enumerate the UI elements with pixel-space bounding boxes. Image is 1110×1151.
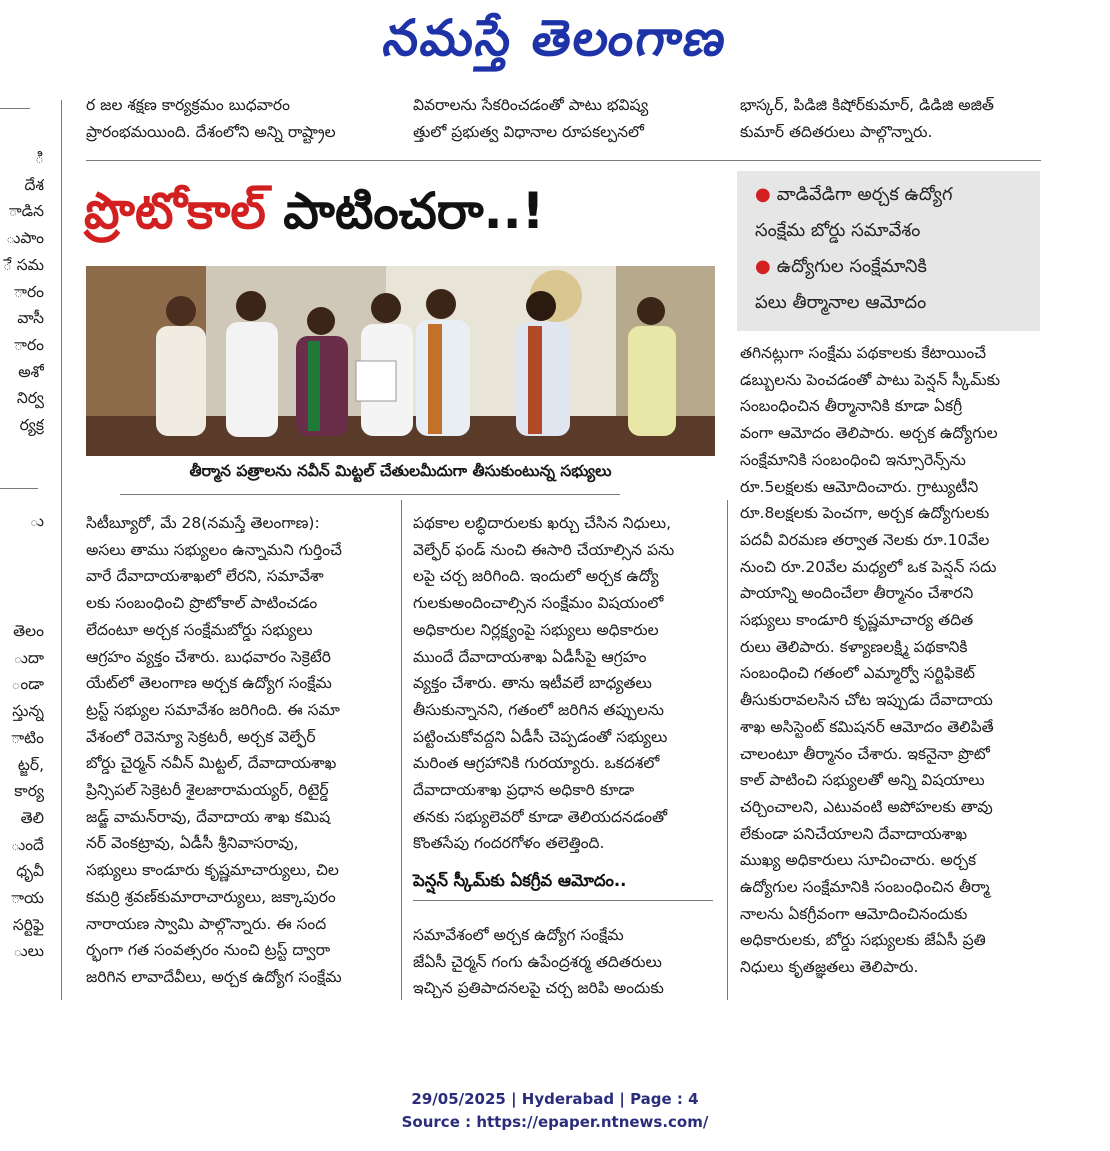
cut-text-line: తెలం bbox=[13, 622, 44, 640]
text-line: రులు తెలిపారు. కళ్యాణలక్ష్మి పథకానికి bbox=[740, 637, 968, 656]
cut-text-line: ుదా bbox=[13, 648, 44, 667]
cut-text-line: ాడిన bbox=[8, 202, 44, 221]
cut-text-line: ుపాం bbox=[6, 229, 44, 248]
cut-text-line: ారం bbox=[13, 335, 44, 354]
text-line: కొంతసేపు గందరగోళం తలెత్తింది. bbox=[413, 834, 605, 853]
text-line: ముఖ్య అధికారులు సూచించారు. అర్చక bbox=[740, 851, 977, 870]
text-line: కమర్రి శ్రవణ్‌కుమారాచార్యులు, జక్కాపురం bbox=[86, 887, 336, 906]
cut-text-line: ట్జర్, bbox=[17, 755, 44, 774]
text-line: కుమార్ తదితరులు పాల్గొన్నారు. bbox=[740, 122, 933, 141]
headline-red-part: ప్రొటోకాల్ bbox=[84, 182, 266, 240]
newspaper-title: నమస్తే తెలంగాణ bbox=[379, 8, 732, 67]
text-line: జడ్జ్ వామన్‌రావు, దేవాదాయ శాఖ కమిష bbox=[86, 807, 331, 826]
text-line: పథకాల లబ్ధిదారులకు ఖర్చు చేసిన నిధులు, bbox=[413, 514, 672, 532]
headline-black-part: పాటించరా..! bbox=[265, 182, 545, 240]
cut-text-line: వాసీ bbox=[17, 309, 44, 328]
text-line: నర్ వెంకట్రావు, ఏడీసీ శ్రీనివాసరావు, bbox=[86, 834, 299, 853]
text-line: అసలు తాము సభ్యులం ఉన్నామని గుర్తించే bbox=[86, 540, 342, 559]
cut-text-line: ాయ bbox=[11, 889, 44, 908]
text-line: తీసుకురావలసిన చోట ఇప్పుడు దేవాదాయ bbox=[740, 691, 993, 710]
text-line: తీసుకున్నానని, గతంలో జరిగిన తప్పులను bbox=[413, 700, 664, 719]
text-line: దేవాదాయశాఖ ప్రధాన అధికారి కూడా bbox=[413, 781, 635, 800]
highlights-box bbox=[737, 171, 1040, 331]
article-column-3 bbox=[740, 340, 1040, 981]
text-line: మరింత ఆగ్రహానికి గురయ్యారు. ఒకదశలో bbox=[413, 754, 660, 773]
text-line: గులకుఅందించాల్సిన సంక్షేమం విషయంలో bbox=[413, 594, 664, 613]
highlight-item-cont: సంక్షేమ బోర్డు సమావేశం bbox=[755, 220, 921, 241]
left-cut-rule bbox=[0, 488, 38, 489]
text-line: తనకు సభ్యులెవరో కూడా తెలియదనడంతో bbox=[413, 807, 668, 826]
text-line: జరిగిన లావాదేవీలు, అర్చక ఉద్యోగ సంక్షేమ bbox=[86, 967, 342, 986]
text-line: అధికారులకు, బోర్డు సభ్యులకు జేఏసీ ప్రతి bbox=[740, 931, 986, 950]
text-line: త్తులో ప్రభుత్వ విధానాల రూపకల్పనలో bbox=[413, 122, 644, 141]
bullet-icon: ● bbox=[755, 184, 771, 205]
cut-text-line: స్తున్న bbox=[12, 702, 44, 721]
text-line: కాల్ పాటించి సభ్యులతో అన్ని విషయాలు bbox=[740, 771, 985, 790]
cut-text-line: ారం bbox=[13, 282, 44, 301]
cut-text-line: తెలి bbox=[20, 808, 44, 827]
text-line: బోర్డు చైర్మన్ నవీన్ మిట్టల్, దేవాదాయశాఖ bbox=[86, 754, 337, 773]
text-line: ముందే దేవాదాయశాఖ ఏడీసీపై ఆగ్రహం bbox=[413, 647, 647, 666]
text-line: వ్యక్తం చేశారు. తాను ఇటీవలే బాధ్యతలు bbox=[413, 674, 652, 693]
footer-date-line: 29/05/2025 | Hyderabad | Page : 4 bbox=[411, 1090, 699, 1108]
text-line: ట్రస్ట్ సభ్యుల సమావేశం జరిగింది. ఈ సమా bbox=[86, 700, 340, 719]
cut-text-line: ాటిం bbox=[11, 728, 44, 747]
text-line: లపై చర్చ జరిగింది. ఇందులో అర్చక ఉద్యో bbox=[413, 567, 659, 586]
text-line: నారాయణ స్వామి పాల్గొన్నారు. ఈ సంద bbox=[86, 914, 327, 933]
text-line: పాయాన్ని అందించేలా తీర్మానం చేశారని bbox=[740, 584, 974, 603]
photo-caption: తీర్మాన పత్రాలను నవీన్ మిట్టల్ చేతులమీదుగా తీసుకుంటున్న సభ్యులు bbox=[189, 462, 612, 480]
text-line: ఆగ్రహం వ్యక్తం చేశారు. బుధవారం సెక్రెటేరి bbox=[86, 647, 331, 666]
column-rule-1 bbox=[401, 500, 402, 1000]
text-line: ప్రిన్సిపల్ సెక్రెటరీ శైలజారామయ్యర్, రిటైర్డ్ bbox=[86, 781, 329, 800]
text-line: ఇచ్చిన ప్రతిపాదనలపై చర్చ జరిపి అందుకు bbox=[413, 979, 664, 998]
text-line: డబ్బులను పెంచడంతో పాటు పెన్షన్ స్కీమ్‌కు bbox=[740, 370, 1001, 389]
cut-text-line: కార్య bbox=[14, 782, 44, 801]
text-line: రూ.8లక్షలకు పెంచగా, అర్చక ఉద్యోగులకు bbox=[740, 504, 990, 523]
left-column-rule bbox=[61, 100, 62, 1000]
text-line: నుంచి రూ.20వేల మధ్యలో ఒక పెన్షన్ సదు bbox=[740, 557, 997, 576]
article-subhead: పెన్షన్ స్కీమ్‌కు ఏకగ్రీవ ఆమోదం.. bbox=[413, 871, 627, 890]
text-line: సంబంధించిన తీర్మానానికి కూడా ఏకగ్రీ bbox=[740, 397, 963, 416]
news-photo bbox=[86, 266, 715, 456]
article-headline bbox=[84, 176, 544, 246]
subhead-rule bbox=[413, 900, 713, 901]
text-line: జేఏసీ చైర్మన్ గంగు ఉపేంద్రశర్మ తదితరులు bbox=[413, 952, 662, 971]
text-line: లకు సంబంధించి ప్రొటోకాల్ పాటించడం bbox=[86, 594, 318, 613]
cut-text-line: సర్టిఫై bbox=[12, 915, 44, 934]
footer-source-line: Source : https://epaper.ntnews.com/ bbox=[401, 1113, 709, 1131]
text-line: సమావేశంలో అర్చక ఉద్యోగ సంక్షేమ bbox=[413, 926, 624, 944]
text-line: పదవీ విరమణ తర్వాత నెలకు రూ.10వేల bbox=[740, 530, 990, 549]
cut-text-line: ర్యక్ర bbox=[19, 416, 44, 435]
text-line: ర జల శక్షణ కార్యక్రమం బుధవారం bbox=[86, 96, 290, 114]
text-line: చర్చించాలని, ఎటువంటి అపోహలకు తావు bbox=[740, 797, 993, 816]
cut-text-line: నిర్వ bbox=[16, 389, 44, 408]
text-line: సిటీబ్యూరో, మే 28(నమస్తే తెలంగాణ): bbox=[86, 514, 320, 532]
highlight-item-cont: పలు తీర్మానాల ఆమోదం bbox=[755, 292, 927, 313]
text-line: లేకుండా పనిచేయాలని దేవాదాయశాఖ bbox=[740, 824, 968, 843]
text-line: సభ్యులు కాండూరి కృష్ణమాచార్య తదిత bbox=[740, 611, 974, 630]
text-line: ర్భంగా గత సంవత్సరం నుంచి ట్రస్ట్ ద్వారా bbox=[86, 941, 331, 960]
highlight-item: ● ఉద్యోగుల సంక్షేమానికి bbox=[755, 256, 927, 277]
cut-text-line: ులు bbox=[13, 942, 44, 961]
text-line: వారే దేవాదాయశాఖలో లేరని, సమావేశా bbox=[86, 567, 324, 586]
group-photo-illustration bbox=[86, 266, 715, 456]
text-line: రూ.5లక్షలకు ఆమోదించారు. గ్రాట్యుటీని bbox=[740, 477, 979, 496]
highlight-item: ● వాడివేడిగా అర్చక ఉద్యోగ bbox=[755, 184, 953, 205]
cut-text-line: ే సమ bbox=[2, 255, 44, 274]
text-line: పట్టించుకోవద్దని ఏడీసీ చెప్పడంతో సభ్యులు bbox=[413, 727, 668, 746]
text-line: ప్రారంభమయింది. దేశంలోని అన్ని రాష్ట్రాల bbox=[86, 122, 336, 141]
article-column-1 bbox=[86, 510, 389, 991]
cut-text-line: ధృవీ bbox=[16, 862, 44, 881]
cut-text-line: ు bbox=[29, 512, 44, 530]
cut-text-line: ి bbox=[35, 149, 44, 167]
cut-text-line: అశో bbox=[18, 362, 44, 381]
left-cut-column-c bbox=[0, 618, 44, 978]
caption-rule bbox=[120, 494, 620, 495]
text-line: వంగా ఆమోదం తెలిపారు. అర్చక ఉద్యోగుల bbox=[740, 424, 998, 443]
text-line: సంబంధించి గతంలో ఎమ్మార్వో సర్టిఫికెట్ bbox=[740, 664, 975, 683]
text-line: శాఖ అసిస్టెంట్ కమిషనర్ ఆమోదం తెలిపితే bbox=[740, 717, 994, 736]
top-strip-col3 bbox=[740, 92, 1040, 145]
text-line: తగినట్లుగా సంక్షేమ పథకాలకు కేటాయించే bbox=[740, 344, 987, 362]
text-line: నిధులు కృతజ్ఞతలు తెలిపారు. bbox=[740, 958, 919, 977]
left-top-rule bbox=[0, 108, 30, 109]
cut-text-line: దేశ bbox=[24, 175, 44, 194]
text-line: భాస్కర్, పిడిజి కిషోర్‌కుమార్, డిడిజి అజిత్ bbox=[740, 96, 994, 114]
text-line: ఉద్యోగుల సంక్షేమానికి సంబంధించిన తీర్మా bbox=[740, 878, 990, 897]
text-line: లేదంటూ అర్చక సంక్షేమబోర్డు సభ్యులు bbox=[86, 620, 313, 639]
text-line: సంక్షేమానికి సంబంధించి ఇన్సూరెన్స్‌ను bbox=[740, 450, 966, 469]
bullet-icon: ● bbox=[755, 256, 771, 277]
top-strip-divider bbox=[86, 160, 1041, 161]
text-line: చాలంటూ తీర్మానం చేశారు. ఇకనైనా ప్రొటో bbox=[740, 744, 990, 763]
top-strip-col1 bbox=[86, 92, 389, 145]
text-line: వివరాలను సేకరించడంతో పాటు భవిష్య bbox=[413, 96, 649, 114]
top-strip-col2 bbox=[413, 92, 716, 145]
masthead bbox=[0, 8, 1110, 78]
text-line: సభ్యులు కాండూరు కృష్ణమాచార్యులు, చిల bbox=[86, 861, 339, 880]
cut-text-line: ండా bbox=[11, 675, 44, 694]
left-cut-column-a bbox=[0, 145, 44, 445]
column-rule-2 bbox=[727, 500, 728, 1000]
text-line: నాలను ఏకగ్రీవంగా ఆమోదించినందుకు bbox=[740, 904, 968, 923]
article-column-2b bbox=[413, 922, 716, 1002]
cut-text-line: ుందే bbox=[10, 835, 44, 854]
text-line: అధికారుల నిర్లక్ష్యంపై సభ్యులు అధికారుల bbox=[413, 620, 659, 639]
text-line: వెల్ఫేర్ ఫండ్ నుంచి ఈసారి చేయాల్సిన పను bbox=[413, 540, 675, 559]
left-cut-column-b bbox=[0, 508, 44, 538]
article-column-2a bbox=[413, 510, 716, 857]
text-line: యేట్‌లో తెలంగాణ అర్చక ఉద్యోగ సంక్షేమ bbox=[86, 674, 332, 693]
text-line: వేశంలో రెవెన్యూ సెక్రటరీ, అర్చక వెల్ఫేర్ bbox=[86, 727, 316, 746]
